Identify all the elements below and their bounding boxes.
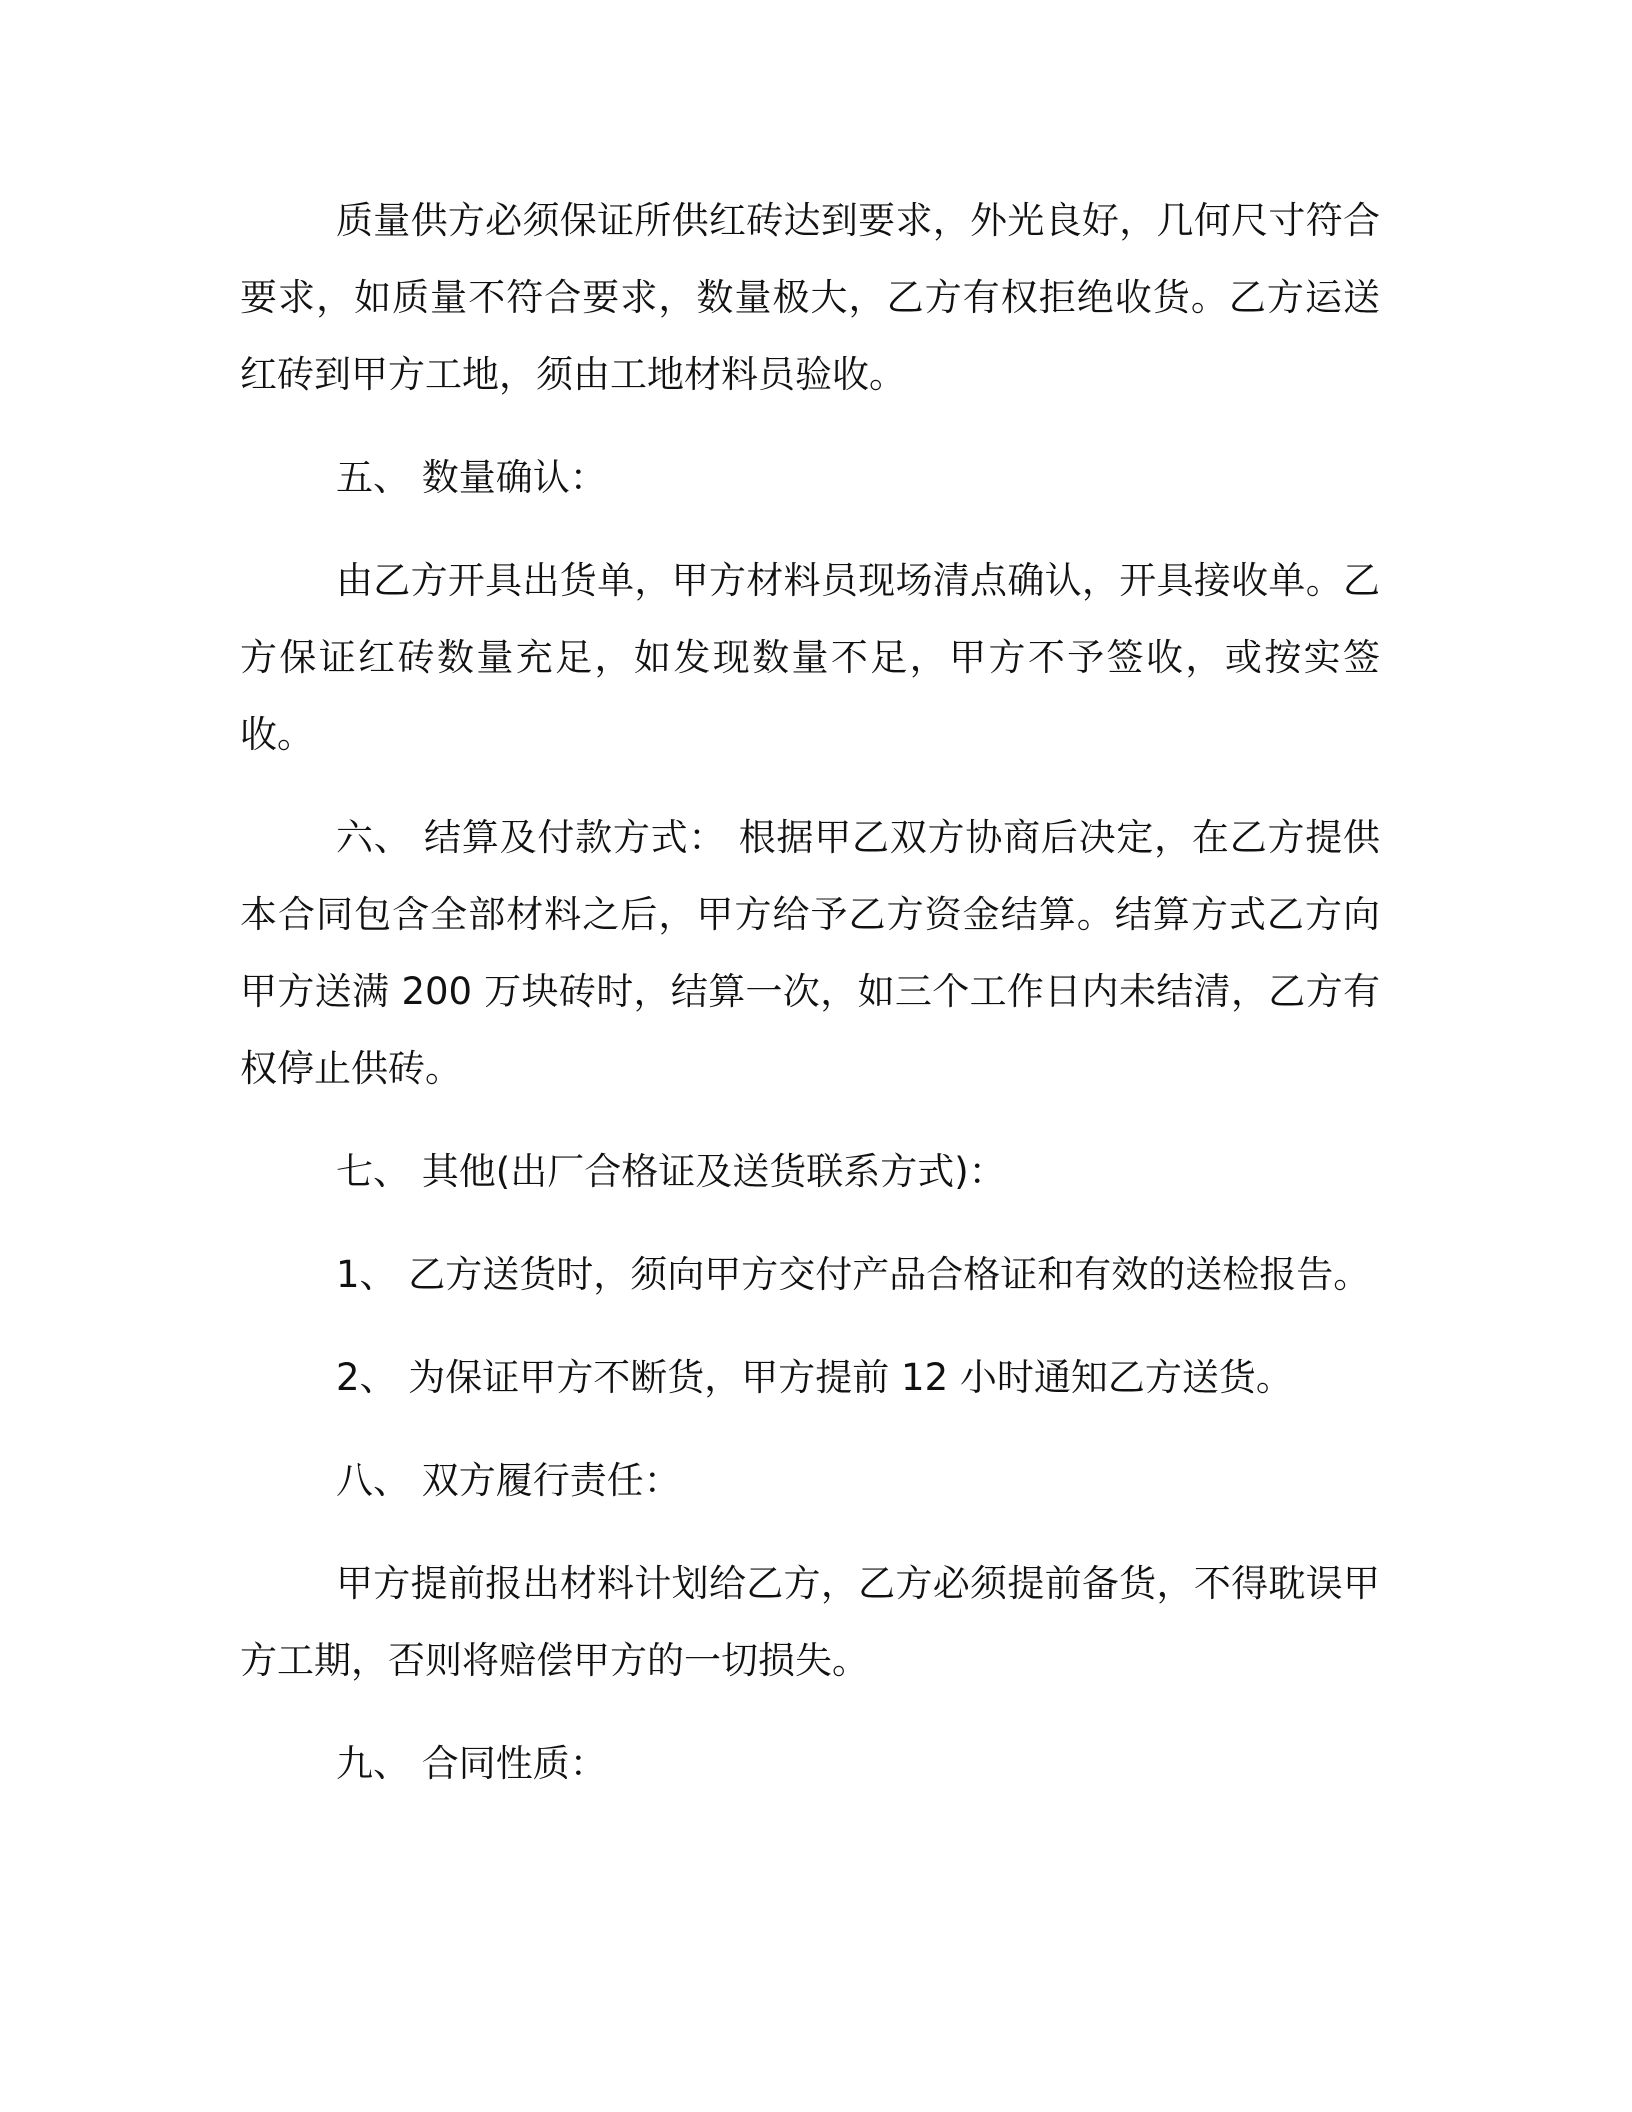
section-heading-quantity-confirmation: 五、 数量确认： <box>336 456 607 499</box>
section-heading-other: 七、 其他(出厂合格证及送货联系方式)： <box>336 1150 1006 1193</box>
section-heading-responsibilities: 八、 双方履行责任： <box>336 1459 681 1502</box>
responsibilities-paragraph: 甲方提前报出材料计划给乙方，乙方必须提前备货，不得耽误甲方工期，否则将赔偿甲方的一切损失。 <box>240 1562 1380 1682</box>
quantity-paragraph: 由乙方开具出货单，甲方材料员现场清点确认，开具接收单。乙方保证红砖数量充足，如发现数量不足，甲方不予签收，或按实签收。 <box>240 559 1380 756</box>
section-heading-contract-nature: 九、 合同性质： <box>336 1742 607 1785</box>
other-item-1: 1、 乙方送货时，须向甲方交付产品合格证和有效的送检报告。 <box>336 1253 1371 1296</box>
other-item-2: 2、 为保证甲方不断货，甲方提前 12 小时通知乙方送货。 <box>336 1356 1293 1399</box>
settlement-paragraph: 六、 结算及付款方式： 根据甲乙双方协商后决定，在乙方提供本合同包含全部材料之后，甲方给予乙方资金结算。结算方式乙方向甲方送满 200 万块砖时，结算一次，如三个工作日内未结清，乙方有权停止供砖。 <box>240 816 1380 1090</box>
document-body <box>240 182 1380 1828</box>
quality-paragraph: 质量供方必须保证所供红砖达到要求，外光良好，几何尺寸符合要求，如质量不符合要求，数量极大，乙方有权拒绝收货。乙方运送红砖到甲方工地，须由工地材料员验收。 <box>240 199 1380 396</box>
